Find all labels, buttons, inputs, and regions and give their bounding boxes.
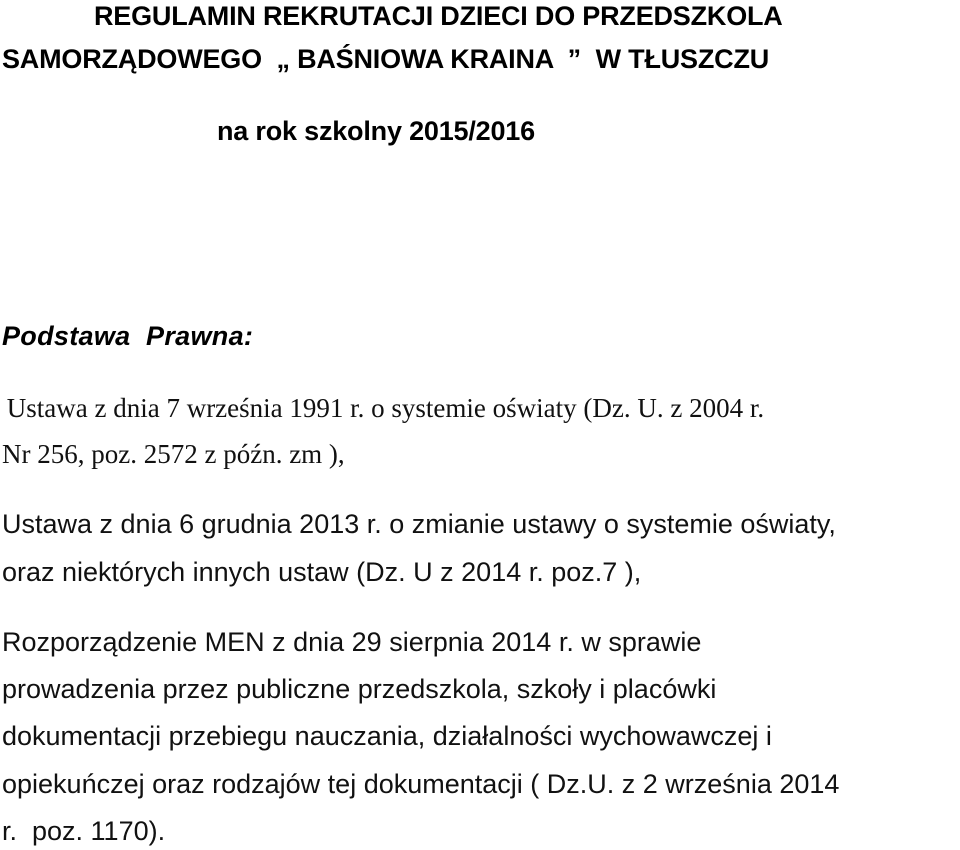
legal-basis-item-3-line-4: opiekuńczej oraz rodzajów tej dokumentacji ( Dz.U. z 2 września 2014 xyxy=(2,769,840,799)
legal-basis-item-2-line-1: Ustawa z dnia 6 grudnia 2013 r. o zmianie ustawy o systemie oświaty, xyxy=(2,509,836,539)
legal-basis-heading: Podstawa Prawna: xyxy=(2,321,254,351)
legal-basis-item-3-line-2: prowadzenia przez publiczne przedszkola, szkoły i placówki xyxy=(2,674,717,704)
legal-basis-item-2-line-2: oraz niektórych innych ustaw (Dz. U z 2014 r. poz.7 ), xyxy=(2,557,642,587)
legal-basis-item-1-line-2: Nr 256, poz. 2572 z późn. zm ), xyxy=(2,439,345,469)
document-title-line-1: REGULAMIN REKRUTACJI DZIECI DO PRZEDSZKOLA xyxy=(94,1,783,31)
legal-basis-item-1-line-1: Ustawa z dnia 7 września 1991 r. o systemie oświaty (Dz. U. z 2004 r. xyxy=(0,393,765,423)
legal-basis-item-3-line-3: dokumentacji przebiegu nauczania, działalności wychowawczej i xyxy=(2,721,772,751)
document-title-line-2: SAMORZĄDOWEGO „ BAŚNIOWA KRAINA ” W TŁUSZCZU xyxy=(2,44,770,74)
legal-basis-item-3-line-1: Rozporządzenie MEN z dnia 29 sierpnia 2014 r. w sprawie xyxy=(2,627,702,657)
legal-basis-item-3-line-5: r. poz. 1170). xyxy=(2,816,166,846)
document-subtitle: na rok szkolny 2015/2016 xyxy=(217,116,535,146)
